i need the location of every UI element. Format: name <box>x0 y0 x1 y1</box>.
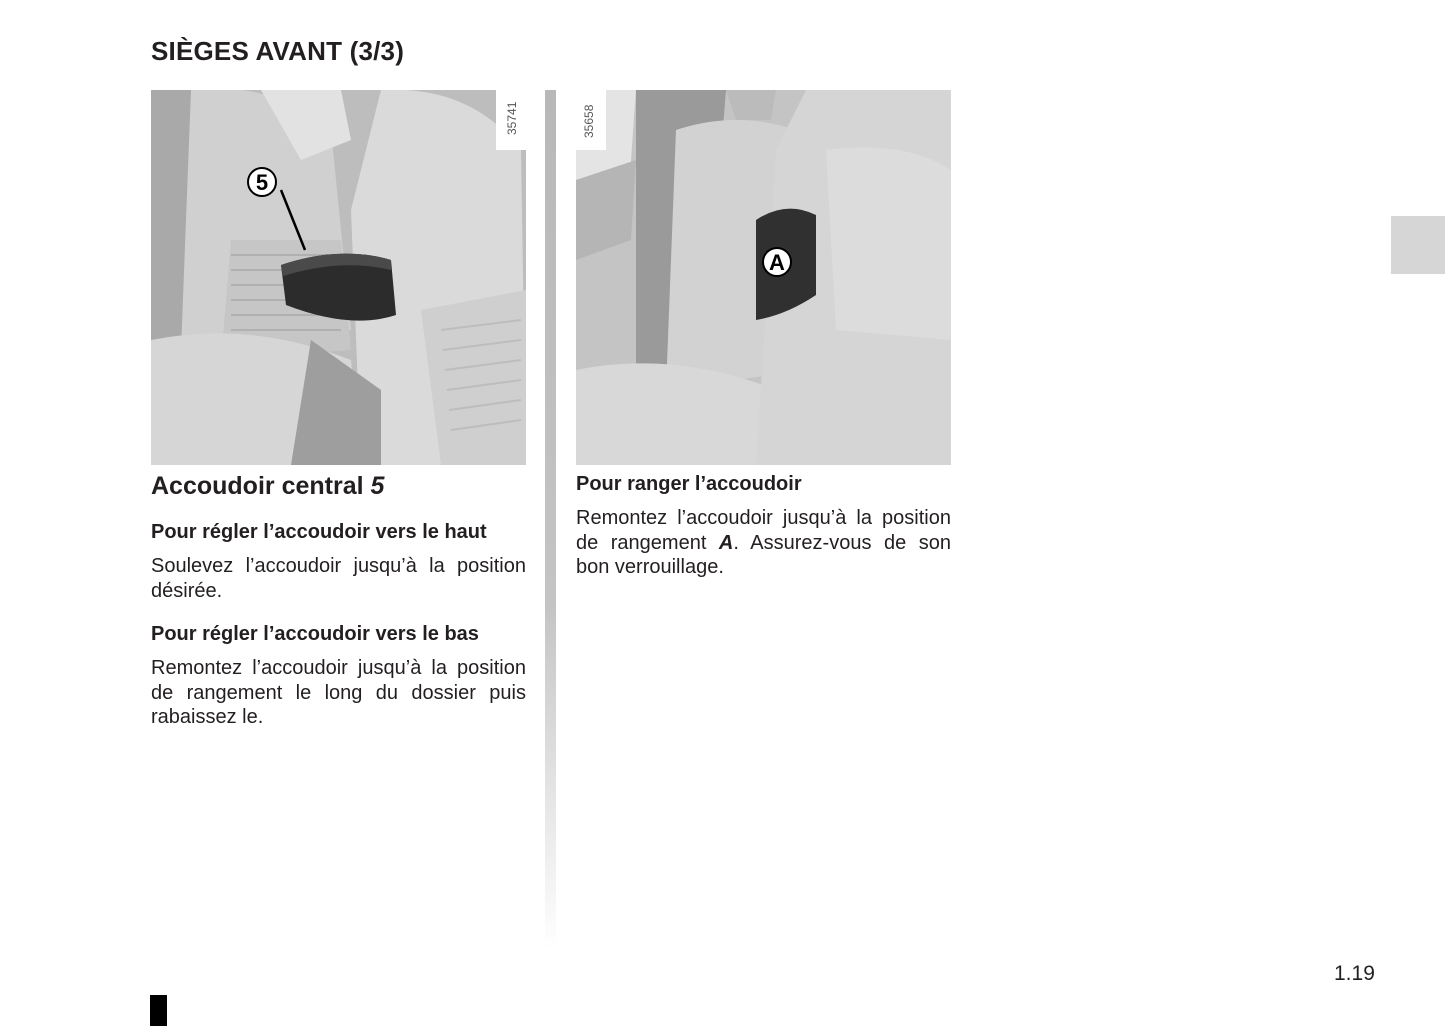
armrest-illustration <box>151 90 526 465</box>
photo-reference-number: 35741 <box>505 101 519 135</box>
subsection-title: Pour ranger l’accoudoir <box>576 473 802 495</box>
page-number: 1.19 <box>1334 962 1375 985</box>
armrest-stowed-photo <box>576 90 951 465</box>
print-mark <box>150 995 167 1026</box>
callout-5: 5 <box>255 170 269 195</box>
armrest-stowed-illustration <box>576 90 951 465</box>
chapter-tab <box>1391 216 1445 274</box>
photo-reference-number: 35658 <box>582 104 596 138</box>
section-heading: Accoudoir central 5 <box>151 472 385 500</box>
right-column <box>576 473 951 580</box>
page-title: SIÈGES AVANT (3/3) <box>151 36 405 66</box>
callout-a: A <box>769 250 785 275</box>
column-divider <box>545 90 556 950</box>
armrest-raised-photo <box>151 90 526 465</box>
heading-reference: 5 <box>370 472 385 500</box>
subsection-title: Pour régler l’accoudoir vers le bas <box>151 623 479 645</box>
left-column <box>151 472 526 730</box>
subsection-title: Pour régler l’accoudoir vers le haut <box>151 521 487 543</box>
text-reference: A <box>718 531 734 554</box>
subsection-text: Remontez l’accoudoir jusqu’à la position de rangement le long du dossier puis rabaissez le. <box>151 657 526 728</box>
subsection-text: Remontez l’accoudoir jusqu’à la position de rangement A. Assurez-vous de son bon verrouillage. <box>576 507 951 578</box>
subsection-text: Soulevez l’accoudoir jusqu’à la position désirée. <box>151 555 526 602</box>
